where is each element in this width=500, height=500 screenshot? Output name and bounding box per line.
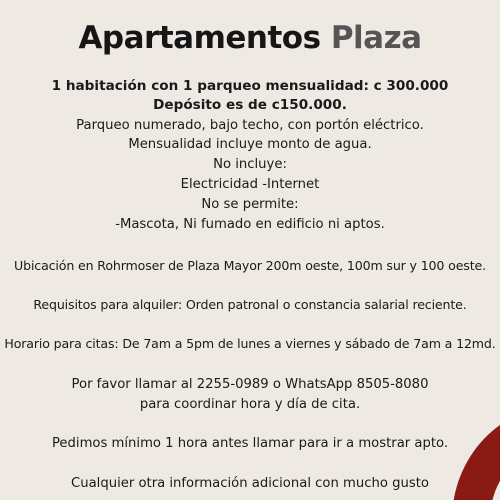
contact-line: Por favor llamar al 2255-0989 o WhatsApp 8505-8080 — [71, 377, 429, 392]
closing-line: Cualquier otra información adicional con mucho gusto — [71, 476, 429, 491]
contact-line-2: para coordinar hora y día de cita. — [139, 397, 361, 412]
title-plaza: Plaza — [330, 20, 422, 56]
notice-line: Pedimos mínimo 1 hora antes llamar para ir a mostrar apto. — [51, 436, 449, 451]
poster-title — [0, 14, 500, 62]
deposit-line: Depósito es de c150.000. — [153, 97, 347, 113]
location-line: Ubicación en Rohrmoser de Plaza Mayor 200m oeste, 100m sur y 100 oeste. — [14, 258, 486, 273]
not-included-items: Electricidad -Internet — [180, 177, 320, 192]
water-line: Mensualidad incluye monto de agua. — [128, 137, 372, 152]
title-apartamentos: Apartamentos — [78, 20, 321, 56]
price-line: 1 habitación con 1 parqueo mensualidad: c 300.000 — [51, 78, 449, 94]
not-allowed-items: -Mascota, Ni fumado en edificio ni aptos. — [115, 217, 385, 232]
requirements-line: Requisitos para alquiler: Orden patronal o constancia salarial reciente. — [33, 297, 467, 312]
not-allowed-label: No se permite: — [201, 197, 299, 212]
parking-line: Parqueo numerado, bajo techo, con portón eléctrico. — [76, 118, 424, 133]
schedule-line: Horario para citas: De 7am a 5pm de lunes a viernes y sábado de 7am a 12md. — [4, 336, 496, 351]
not-included-label: No incluye: — [213, 157, 287, 172]
